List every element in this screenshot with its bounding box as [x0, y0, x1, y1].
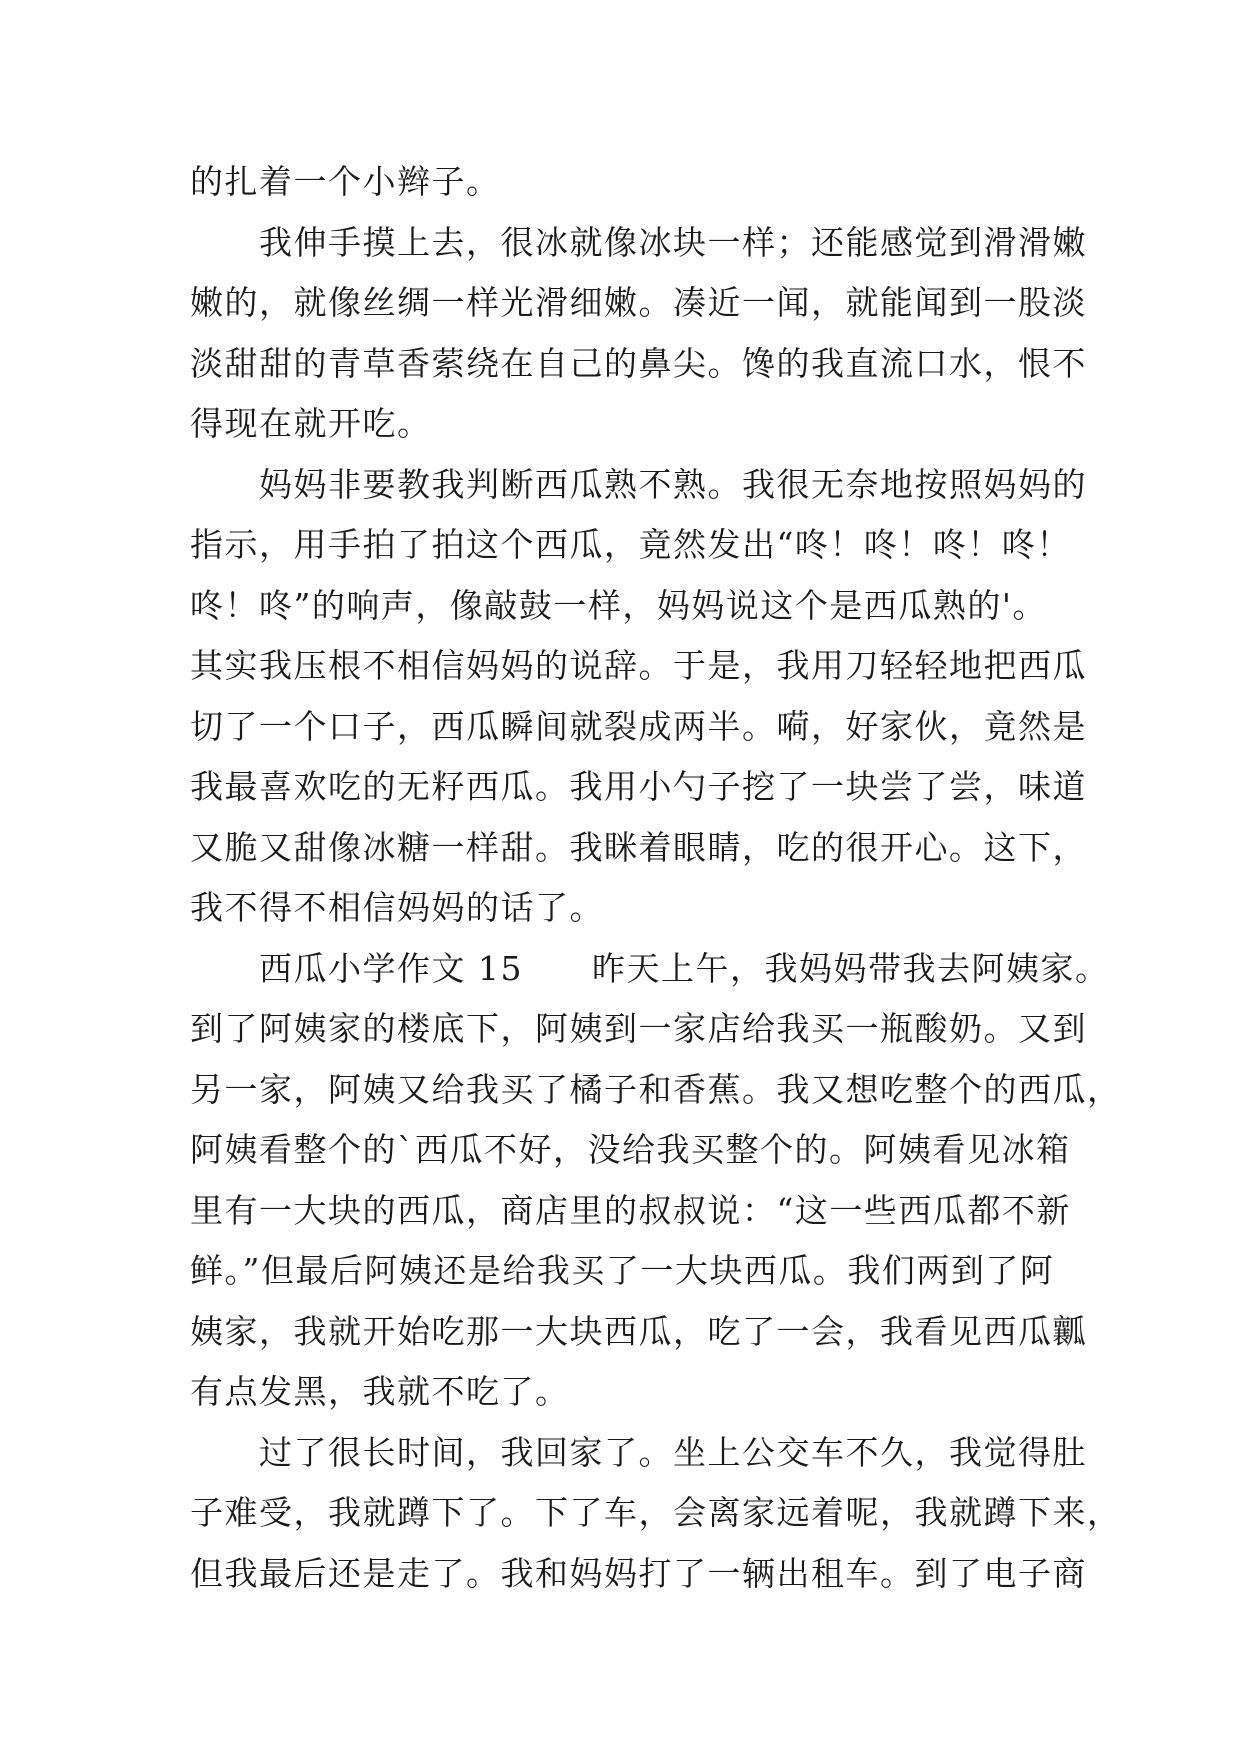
text-line: 我最喜欢吃的无籽西瓜。我用小勺子挖了一块尝了尝，味道	[190, 767, 1087, 806]
text-line: 但我最后还是走了。我和妈妈打了一辆出租车。到了电子商	[190, 1553, 1087, 1593]
text-line: 阿姨看整个的`西瓜不好，没给我买整个的。阿姨看见冰箱	[190, 1130, 1071, 1169]
text-line: 得现在就开吃。	[190, 404, 432, 443]
text-line: 咚！咚”的响声，像敲鼓一样，妈妈说这个是西瓜熟的'。	[190, 585, 1047, 625]
text-line: 的扎着一个小辫子。	[190, 162, 501, 201]
text-line: 其实我压根不相信妈妈的说辞。于是，我用刀轻轻地把西瓜	[190, 646, 1087, 685]
text-line: 有点发黑，我就不吃了。	[190, 1372, 570, 1411]
text-line: 到了阿姨家的楼底下，阿姨到一家店给我买一瓶酸奶。又到	[190, 1009, 1087, 1048]
text-line: 妈妈非要教我判断西瓜熟不熟。我很无奈地按照妈妈的	[190, 464, 1087, 504]
text-line: 又脆又甜像冰糖一样甜。我眯着眼睛，吃的很开心。这下，	[190, 827, 1087, 867]
text-line: 我不得不相信妈妈的话了。	[190, 888, 604, 927]
text-line: 另一家，阿姨又给我买了橘子和香蕉。我又想吃整个的西瓜，	[190, 1069, 1122, 1109]
text-line: 指示，用手拍了拍这个西瓜，竟然发出“咚！咚！咚！咚！	[190, 525, 1071, 564]
text-line: 嫩的，就像丝绸一样光滑细嫩。凑近一闻，就能闻到一股淡	[190, 283, 1087, 322]
text-line: 鲜。”但最后阿姨还是给我买了一大块西瓜。我们两到了阿	[190, 1251, 1055, 1290]
text-line: 过了很长时间，我回家了。坐上公交车不久，我觉得肚	[190, 1432, 1087, 1472]
text-line: 子难受，我就蹲下了。下了车，会离家远着呢，我就蹲下来，	[190, 1493, 1122, 1532]
text-line: 淡甜甜的青草香萦绕在自己的鼻尖。馋的我直流口水，恨不	[190, 343, 1087, 383]
body-text	[190, 152, 1122, 1604]
text-line: 我伸手摸上去，很冰就像冰块一样；还能感觉到滑滑嫩	[190, 222, 1087, 262]
text-line: 里有一大块的西瓜，商店里的叔叔说：“这一些西瓜都不新	[190, 1190, 1071, 1230]
text-line: 切了一个口子，西瓜瞬间就裂成两半。嗬，好家伙，竟然是	[190, 706, 1087, 746]
text-line: 姨家，我就开始吃那一大块西瓜，吃了一会，我看见西瓜瓤	[190, 1311, 1087, 1351]
text-line: 西瓜小学作文 15 昨天上午，我妈妈带我去阿姨家。	[190, 948, 1110, 988]
